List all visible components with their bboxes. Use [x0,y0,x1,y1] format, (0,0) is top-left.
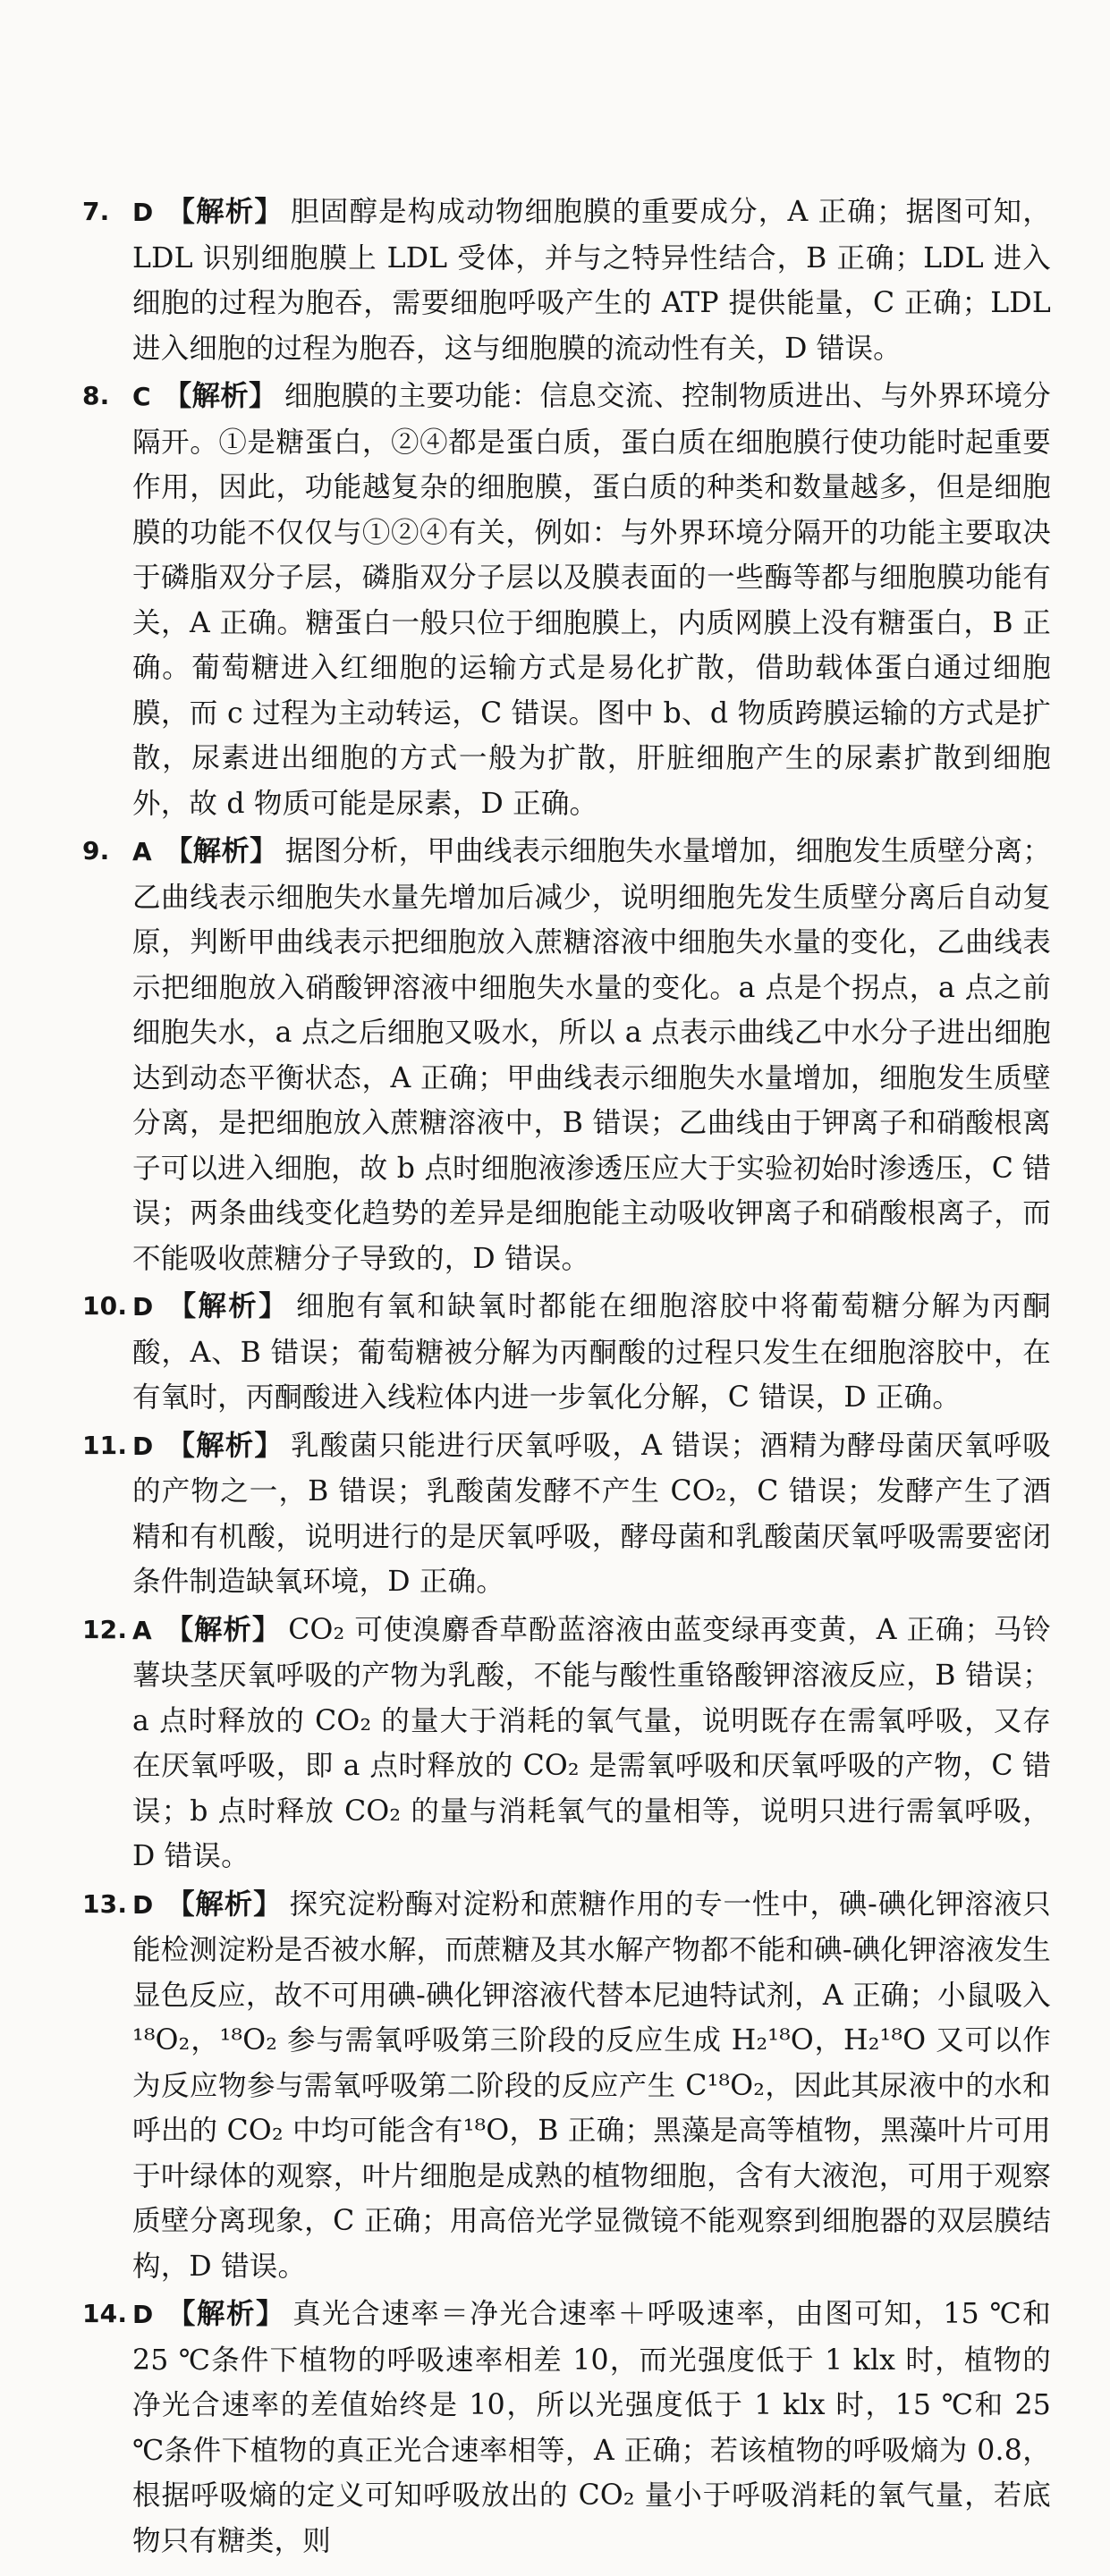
analysis-text: CO₂ 可使溴麝香草酚蓝溶液由蓝变绿再变黄，A 正确；马铃薯块茎厌氧呼吸的产物为乳酸，不能与酸性重铬酸钾溶液反应，B 错误；a 点时释放的 CO₂ 的量大于消耗的氧气量，说明既存在需氧呼吸，又存在厌氧呼吸，即 a 点时释放的 CO₂ 是需氧呼吸和厌氧呼吸的产物，C 错误；b 点时释放 CO₂ 的量与消耗氧气的量相等，说明只进行需氧呼吸，D 错误。 [132,1613,1051,1872]
answer-choice: D [132,198,154,227]
question-number: 9. [82,836,110,866]
answer-choice: A [132,1615,152,1645]
analysis-text: 据图分析，甲曲线表示细胞失水量增加，细胞发生质壁分离；乙曲线表示细胞失水量先增加后减少，说明细胞先发生质壁分离后自动复原，判断甲曲线表示把细胞放入蔗糖溶液中细胞失水量的变化，乙曲线表示把细胞放入硝酸钾溶液中细胞失水量的变化。a 点是个拐点，a 点之前细胞失水，a 点之后细胞又吸水，所以 a 点表示曲线乙中水分子进出细胞达到动态平衡状态，A 正确；甲曲线表示细胞失水量增加，细胞发生质壁分离，是把细胞放入蔗糖溶液中，B 错误；乙曲线由于钾离子和硝酸根离子可以进入细胞，故 b 点时细胞液渗透压应大于实验初始时渗透压，C 错误；两条曲线变化趋势的差异是细胞能主动吸收钾离子和硝酸根离子，而不能吸收蔗糖分子导致的，D 错误。 [132,835,1051,1275]
analysis-tag: 【解析】 [165,1428,284,1462]
analysis-text: 真光合速率＝净光合速率＋呼吸速率，由图可知，15 ℃和 25 ℃条件下植物的呼吸速率相差 10，而光强度低于 1 klx 时，植物的净光合速率的差值始终是 10，所以光强度低于 1 klx 时，15 ℃和 25 ℃条件下植物的真正光合速率相等，A 正确；若该植物的呼吸熵为 0.8，根据呼吸熵的定义可知呼吸放出的 CO₂ 量小于呼吸消耗的氧气量，若底物只有糖类，则 [132,2298,1051,2557]
question-number: 10. [82,1291,128,1321]
analysis-text: 胆固醇是构成动物细胞膜的重要成分，A 正确；据图可知，LDL 识别细胞膜上 LDL 受体，并与之特异性结合，B 正确；LDL 进入细胞的过程为胞吞，需要细胞呼吸产生的 ATP 提供能量，C 正确；LDL 进入细胞的过程为胞吞，这与细胞膜的流动性有关，D 错误。 [132,196,1051,365]
answer-item-13 [82,1882,1051,2290]
answer-item-11 [82,1423,1051,1605]
answer-item-9 [82,829,1051,1281]
analysis-tag: 【解析】 [165,2297,286,2330]
analysis-tag: 【解析】 [163,379,277,412]
answer-item-8 [82,374,1051,826]
analysis-text: 细胞有氧和缺氧时都能在细胞溶胶中将葡萄糖分解为丙酮酸，A、B 错误；葡萄糖被分解为丙酮酸的过程只发生在细胞溶胶中，在有氧时，丙酮酸进入线粒体内进一步氧化分解，C 错误，D 正确。 [132,1290,1051,1414]
question-number: 14. [82,2299,128,2328]
answer-choice: C [132,382,151,411]
answer-choice: D [132,2300,154,2329]
analysis-text: 细胞膜的主要功能：信息交流、控制物质进出、与外界环境分隔开。①是糖蛋白，②④都是蛋白质，蛋白质在细胞膜行使功能时起重要作用，因此，功能越复杂的细胞膜，蛋白质的种类和数量越多，但是细胞膜的功能不仅仅与①②④有关，例如：与外界环境分隔开的功能主要取决于磷脂双分子层，磷脂双分子层以及膜表面的一些酶等都与细胞膜功能有关，A 正确。糖蛋白一般只位于细胞膜上，内质网膜上没有糖蛋白，B 正确。葡萄糖进入红细胞的运输方式是易化扩散，借助载体蛋白通过细胞膜，而 c 过程为主动转运，C 错误。图中 b、d 物质跨膜运输的方式是扩散，尿素进出细胞的方式一般为扩散，肝脏细胞产生的尿素扩散到细胞外，故 d 物质可能是尿素，D 正确。 [132,380,1051,820]
answer-choice: D [132,1431,154,1461]
analysis-tag: 【解析】 [164,834,278,867]
analysis-tag: 【解析】 [165,1289,289,1322]
question-number: 7. [82,197,110,226]
question-number: 11. [82,1430,128,1460]
analysis-text: 乳酸菌只能进行厌氧呼吸，A 错误；酒精为酵母菌厌氧呼吸的产物之一，B 错误；乳酸菌发酵不产生 CO₂，C 错误；发酵产生了酒精和有机酸，说明进行的是厌氧呼吸，酵母菌和乳酸菌厌氧呼吸需要密闭条件制造缺氧环境，D 正确。 [132,1429,1051,1598]
analysis-tag: 【解析】 [164,1612,282,1646]
answer-choice: A [132,837,152,866]
answer-item-10 [82,1284,1051,1421]
answer-item-7 [82,190,1051,371]
question-number: 12. [82,1614,128,1644]
answer-item-12 [82,1608,1051,1879]
answer-choice: D [132,1292,154,1322]
question-number: 13. [82,1888,128,1919]
analysis-tag: 【解析】 [165,195,284,228]
analysis-text: 探究淀粉酶对淀粉和蔗糖作用的专一性中，碘-碘化钾溶液只能检测淀粉是否被水解，而蔗糖及其水解产物都不能和碘-碘化钾溶液发生显色反应，故不可用碘-碘化钾溶液代替本尼迪特试剂，A 正确；小鼠吸入 ¹⁸O₂，¹⁸O₂ 参与需氧呼吸第三阶段的反应生成 H₂¹⁸O，H₂¹⁸O 又可以作为反应物参与需氧呼吸第二阶段的反应产生 C¹⁸O₂，因此其尿液中的水和呼出的 CO₂ 中均可能含有¹⁸O，B 正确；黑藻是高等植物，黑藻叶片可用于叶绿体的观察，叶片细胞是成熟的植物细胞，含有大液泡，可用于观察质壁分离现象，C 正确；用高倍光学显微镜不能观察到细胞器的双层膜结构，D 错误。 [132,1888,1051,2283]
question-number: 8. [82,381,110,410]
analysis-tag: 【解析】 [165,1887,283,1921]
answer-item-14 [82,2292,1051,2563]
answer-choice: D [132,1889,154,1920]
